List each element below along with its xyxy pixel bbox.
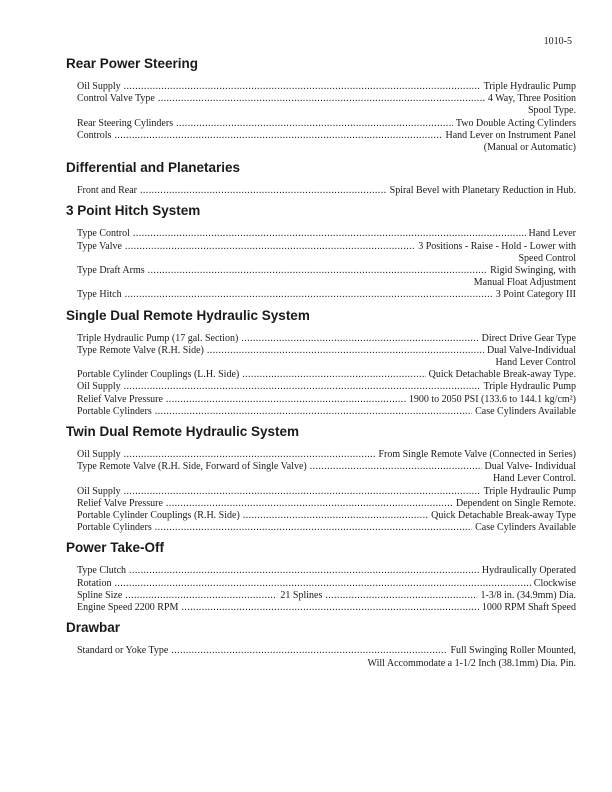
dot-leader xyxy=(166,394,406,406)
spec-value: Case Cylinders Available xyxy=(475,522,576,534)
spec-row xyxy=(77,602,576,614)
spec-section xyxy=(66,620,576,669)
spec-line xyxy=(77,645,576,657)
spec-row xyxy=(77,486,576,498)
spec-label: Oil Supply xyxy=(77,381,121,393)
spec-value: Hydraulically Operated xyxy=(481,565,576,577)
spec-row xyxy=(77,522,576,534)
spec-line xyxy=(77,565,576,577)
spec-line xyxy=(77,510,576,522)
spec-label: Rotation xyxy=(77,577,112,589)
dot-leader xyxy=(129,565,479,577)
spec-row xyxy=(77,381,576,393)
dot-leader xyxy=(124,486,481,498)
spec-value: 3 Positions - Raise - Hold - Lower with xyxy=(418,240,576,252)
dot-leader xyxy=(114,578,530,590)
spec-row xyxy=(77,645,576,669)
spec-label: Portable Cylinders xyxy=(77,522,152,534)
spec-line xyxy=(77,394,576,406)
spec-value: From Single Remote Valve (Connected in Series) xyxy=(378,449,576,461)
spec-label: Rear Steering Cylinders xyxy=(77,117,174,129)
spec-value: Clockwise xyxy=(533,577,576,589)
section-title: Drawbar xyxy=(66,620,121,636)
spec-value: Dependent on Single Remote. xyxy=(456,497,576,509)
spec-sheet xyxy=(66,56,576,676)
spec-value: 4 Way, Three Position xyxy=(487,93,576,105)
dot-leader xyxy=(171,645,447,657)
spec-value: Case Cylinders Available xyxy=(475,405,576,417)
spec-rows xyxy=(77,81,576,154)
spec-line xyxy=(77,590,576,602)
spec-value: Spiral Bevel with Planetary Reduction in Hub. xyxy=(389,185,576,197)
spec-label: Type Remote Valve (R.H. Side) xyxy=(77,344,204,356)
spec-row xyxy=(77,130,576,154)
spec-line xyxy=(77,498,576,510)
spec-row xyxy=(77,565,576,577)
spec-value-continued: Hand Lever Control. xyxy=(492,473,576,485)
spec-row xyxy=(77,461,576,485)
spec-section xyxy=(66,424,576,534)
spec-label: Type Valve xyxy=(77,240,122,252)
spec-value: Dual Valve- Individual xyxy=(484,461,576,473)
spec-line xyxy=(77,461,576,473)
spec-section xyxy=(66,203,576,301)
spec-value: Rigid Swinging, with xyxy=(490,265,576,277)
spec-value: Triple Hydraulic Pump xyxy=(483,485,576,497)
spec-label: Controls xyxy=(77,129,112,141)
spec-line xyxy=(77,486,576,498)
spec-row xyxy=(77,345,576,369)
section-title: 3 Point Hitch System xyxy=(66,203,201,219)
spec-label: Type Control xyxy=(77,228,130,240)
page-number: 1010-5 xyxy=(543,36,572,47)
dot-leader xyxy=(176,118,453,130)
dot-leader xyxy=(133,228,526,240)
spec-row xyxy=(77,578,576,590)
spec-value-continued: Manual Float Adjustment xyxy=(473,277,576,289)
spec-rows xyxy=(77,228,576,301)
spec-line xyxy=(77,185,576,197)
spec-section xyxy=(66,308,576,418)
spec-value: Hand Lever xyxy=(528,228,576,240)
dot-leader xyxy=(243,510,428,522)
spec-line xyxy=(77,449,576,461)
spec-section xyxy=(66,56,576,154)
spec-label: Relief Valve Pressure xyxy=(77,497,163,509)
spec-row xyxy=(77,449,576,461)
dot-leader xyxy=(124,381,481,393)
section-title: Differential and Planetaries xyxy=(66,160,241,176)
spec-value: Direct Drive Gear Type xyxy=(481,332,576,344)
spec-row xyxy=(77,369,576,381)
dot-leader xyxy=(125,241,415,253)
spec-row xyxy=(77,118,576,130)
spec-row xyxy=(77,289,576,301)
spec-row xyxy=(77,498,576,510)
spec-line xyxy=(77,228,576,240)
spec-rows xyxy=(77,645,576,669)
spec-label: Portable Cylinder Couplings (R.H. Side) xyxy=(77,510,240,522)
dot-leader xyxy=(124,81,481,93)
spec-row xyxy=(77,333,576,345)
spec-label: Portable Cylinder Couplings (L.H. Side) xyxy=(77,369,240,381)
spec-value: Triple Hydraulic Pump xyxy=(483,81,576,92)
spec-label: Relief Valve Pressure xyxy=(77,393,163,405)
spec-label: Type Clutch xyxy=(77,565,127,577)
spec-label: Portable Cylinders xyxy=(77,405,152,417)
dot-leader xyxy=(166,498,453,510)
spec-label: Control Valve Type xyxy=(77,93,155,105)
spec-line xyxy=(77,265,576,277)
dot-leader xyxy=(140,185,387,197)
spec-value: Two Double Acting Cylinders xyxy=(455,117,576,129)
section-title: Rear Power Steering xyxy=(66,56,199,71)
spec-line xyxy=(77,241,576,253)
spec-row xyxy=(77,590,576,602)
spec-section xyxy=(66,160,576,197)
spec-label: Triple Hydraulic Pump (17 gal. Section) xyxy=(77,332,239,344)
spec-row xyxy=(77,510,576,522)
dot-leader xyxy=(325,590,477,602)
section-title: Single Dual Remote Hydraulic System xyxy=(66,307,310,323)
spec-label: Front and Rear xyxy=(77,185,137,197)
spec-value-continued: Spool Type. xyxy=(527,105,576,117)
section-title: Power Take-Off xyxy=(66,540,165,556)
spec-label: Type Hitch xyxy=(77,289,122,301)
dot-leader xyxy=(114,130,442,142)
spec-line xyxy=(77,130,576,142)
spec-value: 1-3/8 in. (34.9mm) Dia. xyxy=(480,589,576,601)
spec-line xyxy=(77,93,576,105)
spec-value: Hand Lever on Instrument Panel xyxy=(445,129,576,141)
dot-leader xyxy=(242,369,425,381)
spec-label: Type Draft Arms xyxy=(77,265,145,277)
dot-leader xyxy=(155,522,472,534)
spec-label: Oil Supply xyxy=(77,485,121,497)
spec-rows xyxy=(77,565,576,614)
spec-line xyxy=(77,118,576,130)
spec-rows xyxy=(77,449,576,534)
dot-leader xyxy=(241,333,478,345)
dot-leader xyxy=(125,590,277,602)
spec-line xyxy=(77,602,576,614)
dot-leader xyxy=(158,93,485,105)
spec-rows xyxy=(77,333,576,418)
spec-row xyxy=(77,81,576,93)
spec-mid-value: 21 Splines xyxy=(280,589,323,601)
spec-line xyxy=(77,289,576,301)
spec-row xyxy=(77,185,576,197)
spec-value: Quick Detachable Break-away Type xyxy=(431,510,576,522)
spec-value: 1900 to 2050 PSI (133.6 to 144.1 kg/cm²) xyxy=(408,393,576,405)
spec-value-continued: Speed Control xyxy=(518,252,576,264)
spec-row xyxy=(77,265,576,289)
spec-label: Standard or Yoke Type xyxy=(77,645,169,657)
spec-value: 1000 RPM Shaft Speed xyxy=(481,602,576,614)
spec-line xyxy=(77,578,576,590)
spec-line xyxy=(77,345,576,357)
spec-label: Engine Speed 2200 RPM xyxy=(77,602,179,614)
spec-value-continued: (Manual or Automatic) xyxy=(483,142,576,154)
spec-value: Dual Valve-Individual xyxy=(487,344,576,356)
spec-label: Oil Supply xyxy=(77,81,121,92)
spec-line xyxy=(77,406,576,418)
dot-leader xyxy=(310,461,482,473)
spec-rows xyxy=(77,185,576,197)
dot-leader xyxy=(148,265,488,277)
spec-line xyxy=(77,522,576,534)
spec-value: Triple Hydraulic Pump xyxy=(483,381,576,393)
dot-leader xyxy=(124,449,376,461)
spec-section xyxy=(66,540,576,614)
dot-leader xyxy=(125,289,493,301)
dot-leader xyxy=(155,406,472,418)
spec-row xyxy=(77,241,576,265)
spec-value: 3 Point Category III xyxy=(495,289,576,301)
spec-row xyxy=(77,394,576,406)
spec-value: Full Swinging Roller Mounted, xyxy=(450,645,576,657)
spec-label: Oil Supply xyxy=(77,449,121,461)
dot-leader xyxy=(207,345,484,357)
spec-line xyxy=(77,381,576,393)
dot-leader xyxy=(181,602,478,614)
section-title: Twin Dual Remote Hydraulic System xyxy=(66,424,300,440)
spec-row xyxy=(77,228,576,240)
spec-line xyxy=(77,369,576,381)
spec-line xyxy=(77,333,576,345)
spec-value-continued: Will Accommodate a 1-1/2 Inch (38.1mm) Dia. Pin. xyxy=(367,657,576,669)
spec-label: Type Remote Valve (R.H. Side, Forward of Single Valve) xyxy=(77,461,307,473)
spec-row xyxy=(77,93,576,117)
spec-value-continued: Hand Lever Control xyxy=(495,357,576,369)
spec-label: Spline Size xyxy=(77,589,123,601)
spec-value: Quick Detachable Break-away Type. xyxy=(428,369,576,381)
spec-line xyxy=(77,81,576,93)
spec-row xyxy=(77,406,576,418)
